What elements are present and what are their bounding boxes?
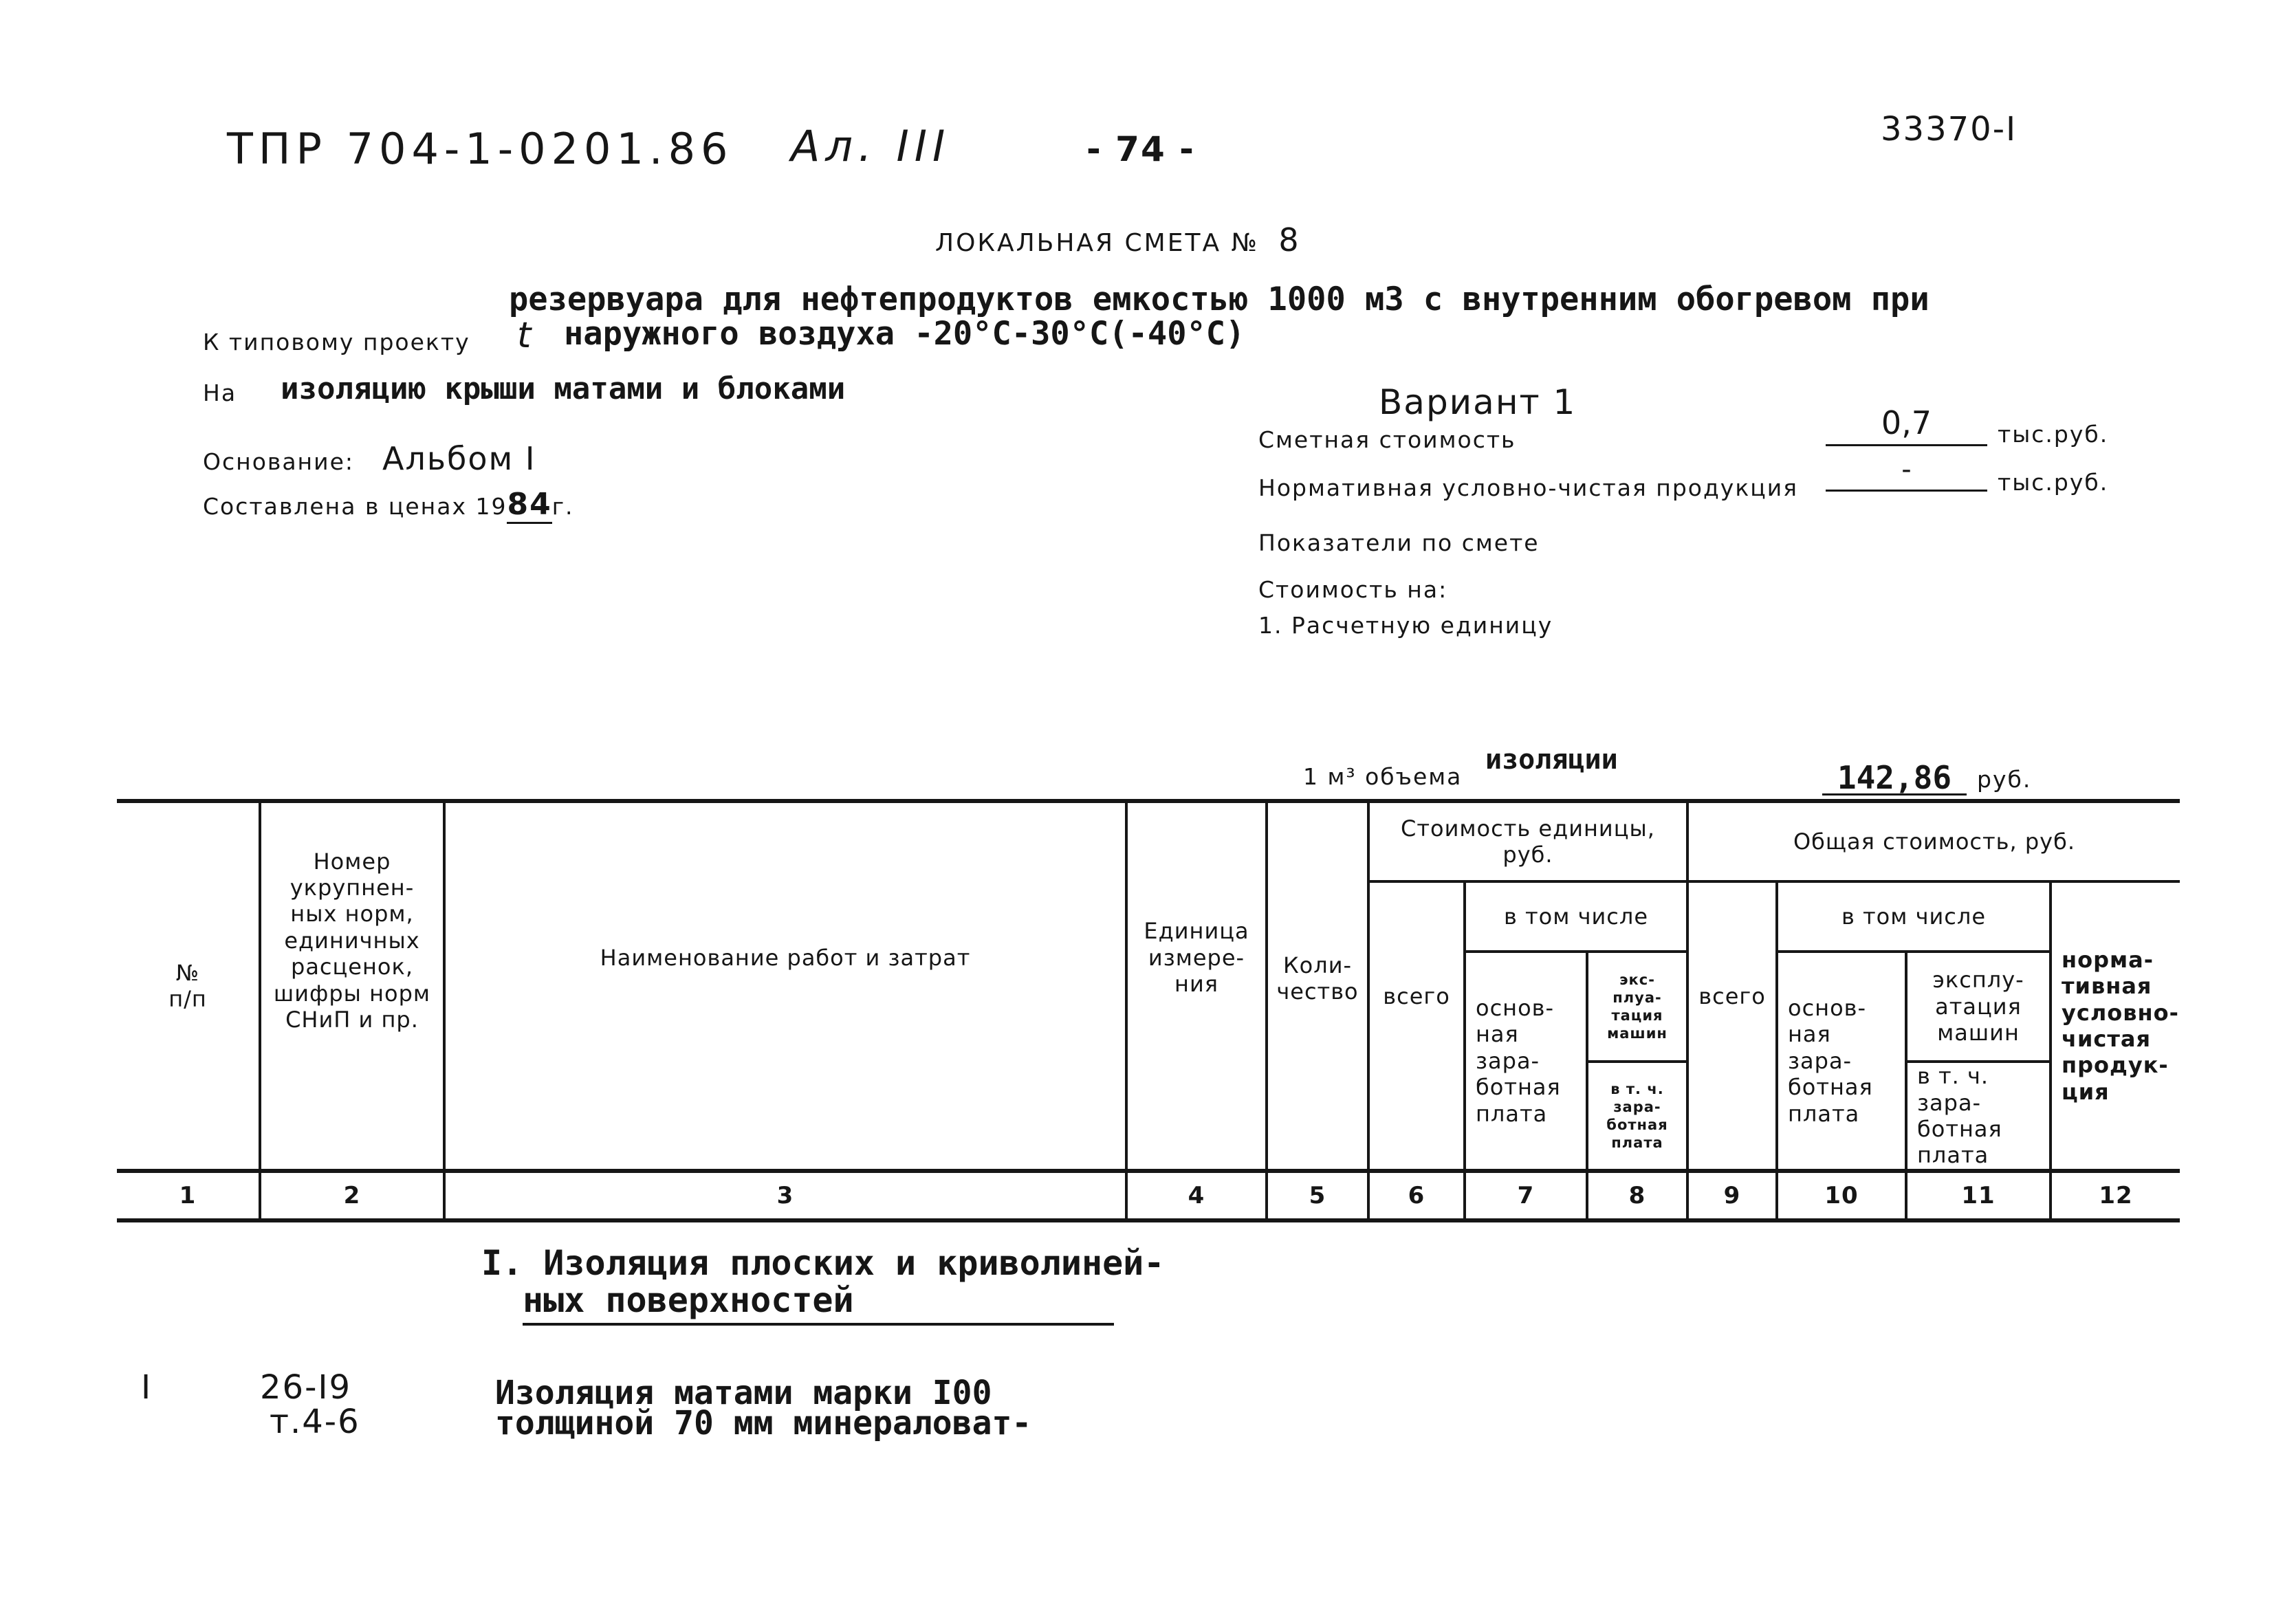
temperature-symbol: t [517,315,537,356]
unit-line-prefix: 1 м³ объема [1303,763,1463,790]
table-bottom-border [117,1218,2180,1222]
estimate-title [935,221,1301,259]
cost-on-label: Стоимость на: [1258,576,1448,603]
basis-label: Основание: [203,448,354,475]
section-heading-line-2: ных поверхностей [523,1280,1114,1326]
on-label: На [203,380,237,406]
header-unit: Единица измере- ния [1144,918,1249,998]
header-norm-code: Номер укрупнен- ных норм, единичных расценок, шифры норм СНиП и пр. [273,848,431,1033]
header-normative: норма- тивная условно- чистая продук- ция [2062,946,2179,1105]
header-work-name: Наименование работ и затрат [600,944,971,971]
project-label: К типовому проекту [203,329,470,355]
col-number-1: 1 [179,1181,197,1209]
header-unit-machines: экс- плуа- тация машин [1607,971,1668,1042]
col-number-6: 6 [1408,1181,1425,1209]
page-number: - 74 - [1086,129,1195,169]
normative-value: - [1826,454,1987,492]
calc-unit-label: 1. Расчетную единицу [1258,612,1553,639]
unit-line-currency: руб. [1977,766,2032,793]
archive-number: 33370-I [1881,110,2018,149]
col-number-7: 7 [1517,1181,1535,1209]
col-number-5: 5 [1309,1181,1326,1209]
header-including-total: в том числе [1841,903,1986,930]
normative-unit: тыс.руб. [1998,469,2109,496]
cost-value: 0,7 [1826,404,1987,446]
col-number-10: 10 [1824,1181,1859,1209]
unit-line-object: изоляции [1485,744,1618,776]
album-number: Ал. III [791,121,951,171]
prices-year: 84 [507,487,551,524]
col-number-4: 4 [1188,1181,1205,1209]
variant: Вариант 1 [1379,382,1577,422]
header-unit-machines-wage: в т. ч. зара- ботная плата [1606,1080,1668,1152]
estimate-title-label: ЛОКАЛЬНАЯ СМЕТА № [935,229,1259,257]
section-heading-line-1: I. Изоляция плоских и криволиней- [481,1243,1165,1283]
col-number-8: 8 [1628,1181,1646,1209]
col-number-9: 9 [1723,1181,1741,1209]
col-number-11: 11 [1961,1181,1996,1209]
cost-label: Сметная стоимость [1258,426,1516,453]
header-total-machines-wage: в т. ч. зара- ботная плата [1917,1063,2002,1169]
row-norm-code-line-1: 26-I9 [260,1368,352,1407]
row-norm-code-line-2: т.4-6 [270,1403,360,1441]
header-total-all: всего [1698,983,1766,1009]
header-item-number: № п/п [168,959,207,1012]
unit-line-value: 142,86 [1822,762,1967,795]
col-number-3: 3 [776,1181,794,1209]
indicators-label: Показатели по смете [1258,529,1540,556]
col-number-12: 12 [2099,1181,2133,1209]
estimate-number: 8 [1278,221,1301,259]
project-line-2: наружного воздуха -20°С-30°С(-40°С) [564,315,1245,353]
header-including-unit: в том числе [1504,903,1648,930]
header-quantity: Коли- чество [1276,952,1359,1005]
on-value: изоляцию крыши матами и блоками [281,371,846,406]
col-number-2: 2 [343,1181,361,1209]
header-unit-all: всего [1383,983,1450,1009]
basis-value: Альбом I [382,440,536,477]
header-total-wage: основ- ная зара- ботная плата [1788,995,1873,1127]
header-total-machines: эксплу- атация машин [1932,967,2024,1046]
normative-label: Нормативная условно-чистая продукция [1258,474,1799,501]
cost-unit: тыс.руб. [1998,421,2109,448]
project-line-1: резервуара для нефтепродуктов емкостью 1000 м3 с внутренним обогревом при [509,281,1929,318]
row-item-number: I [141,1368,153,1407]
row-work-name-line-1: Изоляция матами марки I00 [495,1374,992,1412]
header-unit-cost: Стоимость единицы, руб. [1401,815,1655,868]
prices-suffix: г. [551,493,574,520]
header-unit-wage: основ- ная зара- ботная плата [1476,995,1561,1127]
header-total-cost: Общая стоимость, руб. [1793,828,2075,855]
prices-line [203,487,574,522]
prices-label: Составлена в ценах 19 [203,493,507,520]
document-code: ТПР 704-1-0201.86 [227,124,734,174]
row-work-name-line-2: толщиной 70 мм минераловат- [495,1404,1032,1442]
